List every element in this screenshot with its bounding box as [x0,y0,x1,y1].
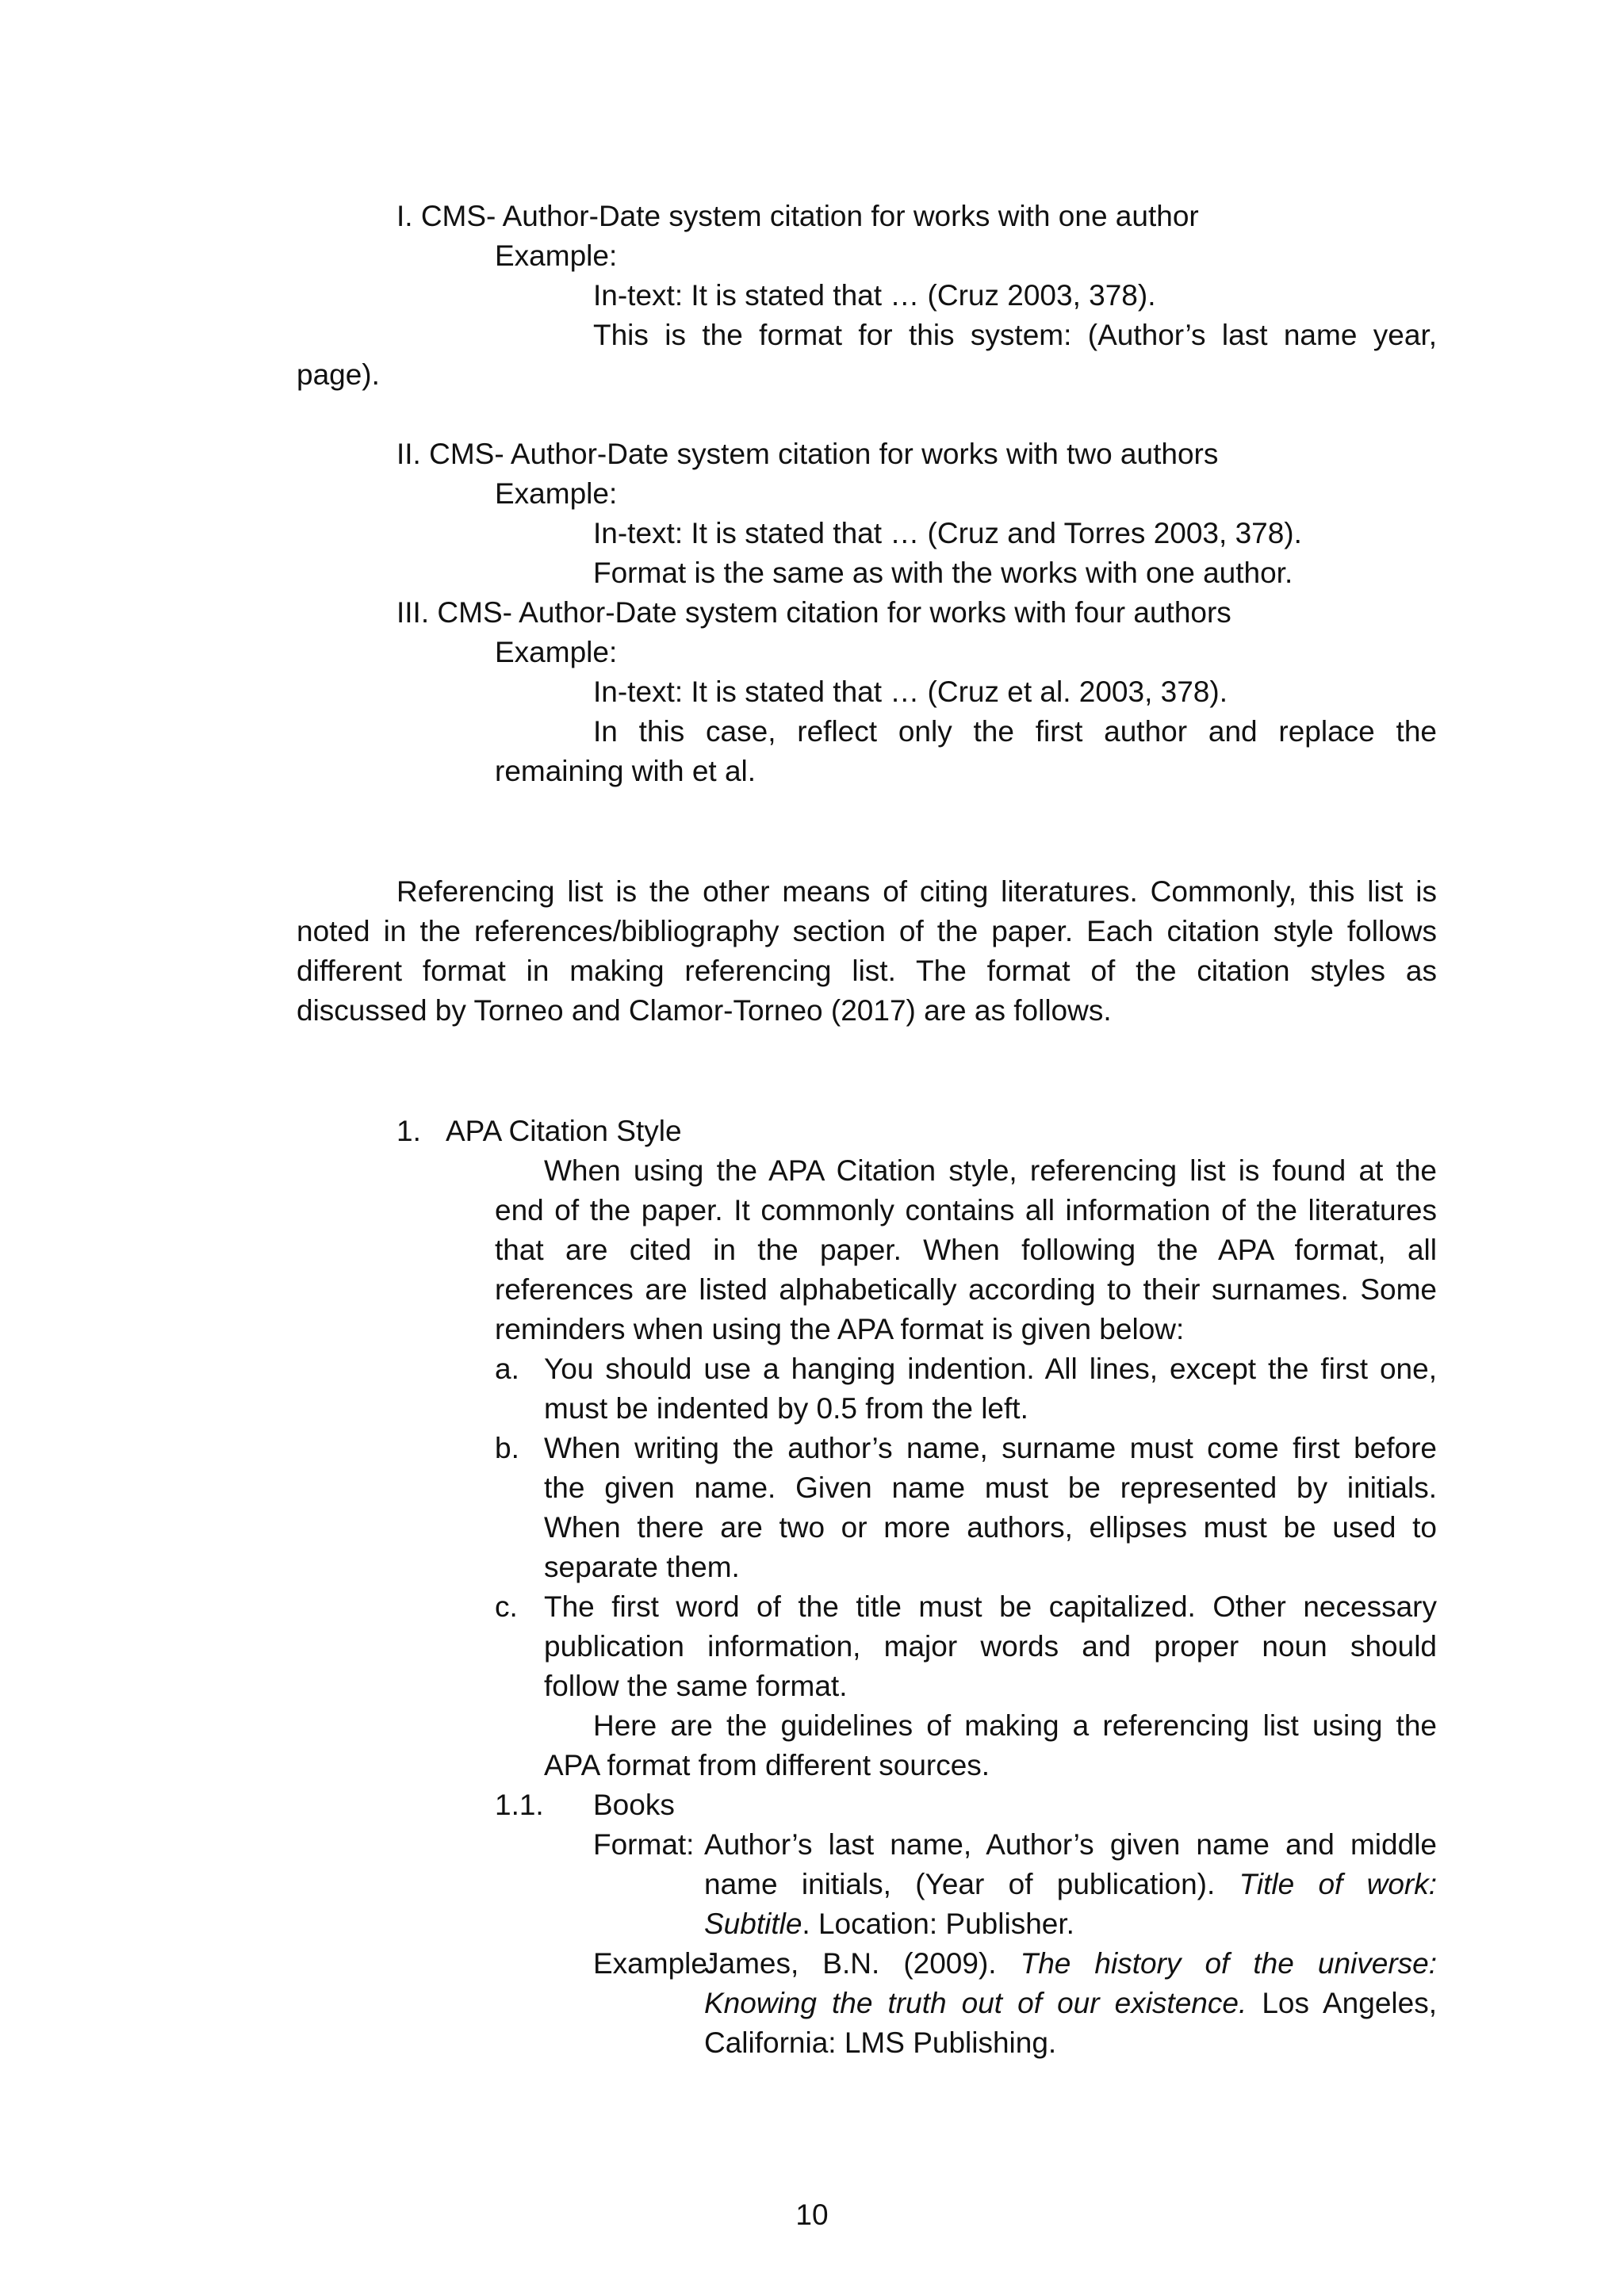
books-list-number: 1.1. [495,1789,544,1821]
cms-heading-one-author: I. CMS- Author-Date system citation for works with one author [396,200,1199,232]
format-note-line: This is the format for this system: (Author’s last name year, [593,319,1437,351]
reminder-line: When there are two or more authors, ellipses must be used to [544,1511,1437,1544]
intext-example: In-text: It is stated that … (Cruz 2003, 378). [593,279,1156,312]
format-note-line: page). [297,358,380,391]
format-note-line: Format is the same as with the works with one author. [593,557,1293,589]
guidelines-line: Here are the guidelines of making a referencing list using the [593,1709,1437,1742]
example-line: Knowing the truth out of our existence. Los Angeles, [704,1987,1437,2019]
format-line: Subtitle. Location: Publisher. [704,1908,1074,1940]
reminder-line: You should use a hanging indention. All lines, except the first one, [544,1353,1437,1385]
example-line: California: LMS Publishing. [704,2026,1057,2059]
reminder-line: separate them. [544,1551,740,1583]
reminder-line: must be indented by 0.5 from the left. [544,1392,1028,1425]
format-line: name initials, (Year of publication). Title of work: [704,1868,1437,1900]
reminder-line: When writing the author’s name, surname must come first before [544,1432,1437,1464]
reminder-line: The first word of the title must be capitalized. Other necessary [544,1590,1437,1623]
guidelines-line: APA format from different sources. [544,1749,990,1781]
example-label: Example: [593,1947,716,1980]
example-line: James, B.N. (2009). The history of the universe: [704,1947,1437,1980]
format-line: Author’s last name, Author’s given name and middle [704,1828,1437,1861]
referencing-paragraph-line: Referencing list is the other means of citing literatures. Commonly, this list is [396,875,1437,908]
cms-heading-four-authors: III. CMS- Author-Date system citation for works with four authors [396,596,1231,629]
reminder-line: the given name. Given name must be represented by initials. [544,1471,1437,1504]
format-note-line: In this case, reflect only the first author and replace the [593,715,1437,748]
example-label: Example: [495,239,618,272]
apa-list-number: 1. [396,1115,421,1147]
reminder-label: b. [495,1432,519,1464]
apa-intro-line: references are listed alphabetically according to their surnames. Some [495,1273,1437,1306]
page-number: 10 [795,2198,829,2231]
reminder-label: c. [495,1590,518,1623]
example-label: Example: [495,636,618,668]
intext-example: In-text: It is stated that … (Cruz et al. 2003, 378). [593,675,1228,708]
books-title: Books [593,1789,675,1821]
apa-title: APA Citation Style [446,1115,682,1147]
reminder-line: follow the same format. [544,1670,848,1702]
apa-intro-line: that are cited in the paper. When following the APA format, all [495,1234,1437,1266]
apa-intro-line: end of the paper. It commonly contains all information of the literatures [495,1194,1437,1226]
intext-example: In-text: It is stated that … (Cruz and Torres 2003, 378). [593,517,1302,549]
referencing-paragraph-line: discussed by Torneo and Clamor-Torneo (2017) are as follows. [297,994,1112,1027]
cms-heading-two-authors: II. CMS- Author-Date system citation for works with two authors [396,438,1219,470]
apa-intro-line: When using the APA Citation style, referencing list is found at the [544,1154,1437,1187]
example-label: Example: [495,477,618,510]
format-note-line: remaining with et al. [495,755,756,787]
referencing-paragraph-line: different format in making referencing list. The format of the citation styles as [297,955,1437,987]
reminder-line: publication information, major words and proper noun should [544,1630,1437,1663]
referencing-paragraph-line: noted in the references/bibliography section of the paper. Each citation style follows [297,915,1437,947]
reminder-label: a. [495,1353,519,1385]
apa-intro-line: reminders when using the APA format is given below: [495,1313,1185,1345]
format-label: Format: [593,1828,695,1861]
